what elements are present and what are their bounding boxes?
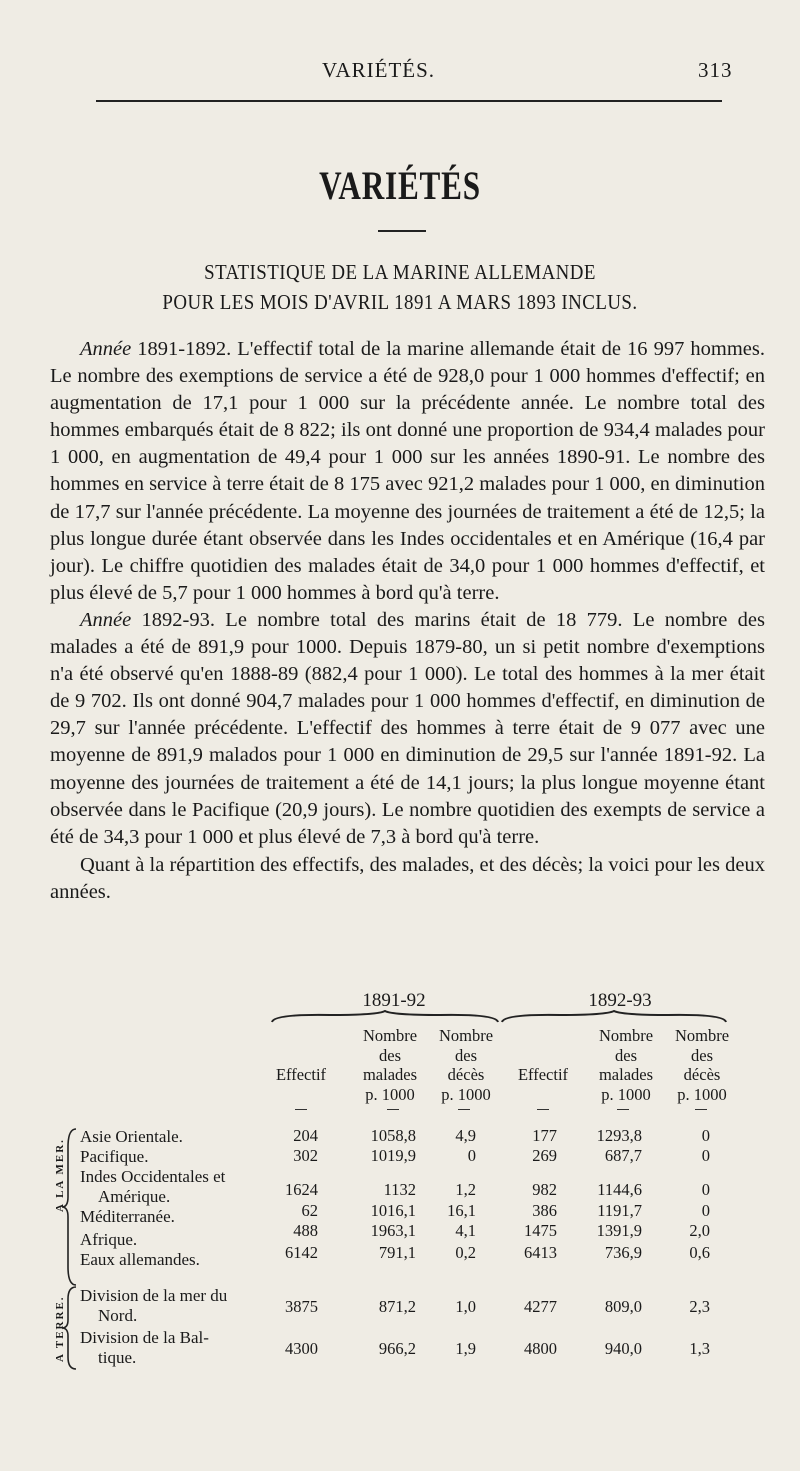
table-cell: 791,1 bbox=[378, 1243, 416, 1262]
table-cell: 809,0 bbox=[604, 1297, 642, 1316]
table-cell: 3875 bbox=[285, 1297, 318, 1316]
row-label: Eaux allemandes. bbox=[80, 1250, 200, 1269]
table-cell: 2,0 bbox=[689, 1221, 710, 1240]
col-header-line: décès bbox=[683, 1065, 721, 1084]
col-header-line: Nombre bbox=[598, 1026, 654, 1045]
table-cell: 0 bbox=[467, 1146, 476, 1165]
group-label-land: A TERRE. bbox=[54, 1295, 66, 1362]
table-cell: 0 bbox=[701, 1180, 710, 1199]
row-label: Indes Occidentales et bbox=[80, 1167, 226, 1186]
table-cell: 4800 bbox=[524, 1339, 557, 1358]
col-header-line: des bbox=[615, 1045, 637, 1065]
group-brace-sea bbox=[60, 1127, 78, 1287]
table-cell: 1391,9 bbox=[596, 1221, 642, 1240]
row-label: Nord. bbox=[98, 1306, 138, 1325]
col-header-line: p. 1000 bbox=[365, 1084, 415, 1104]
table-cell: 1016,1 bbox=[370, 1201, 416, 1220]
table-cell: 687,7 bbox=[604, 1146, 642, 1165]
table-cell: 6142 bbox=[285, 1243, 318, 1262]
paragraph-lead: Année bbox=[80, 338, 132, 360]
subtitle-line-1: STATISTIQUE DE LA MARINE ALLEMANDE bbox=[204, 260, 596, 284]
header-dash bbox=[387, 1109, 399, 1110]
table-cell: 736,9 bbox=[604, 1243, 642, 1262]
subtitle-line-2: POUR LES MOIS D'AVRIL 1891 A MARS 1893 INCLUS. bbox=[162, 290, 638, 314]
group-brace-land bbox=[60, 1285, 78, 1371]
article-title: VARIÉTÉS bbox=[319, 163, 481, 208]
table-cell: 0 bbox=[701, 1201, 710, 1220]
header-dash bbox=[537, 1109, 549, 1110]
col-header-effectif bbox=[503, 1065, 583, 1085]
table-cell: 488 bbox=[293, 1221, 318, 1240]
header-dash bbox=[695, 1109, 707, 1110]
table-cell: 269 bbox=[532, 1146, 557, 1165]
period-brace bbox=[270, 1010, 500, 1024]
period-brace bbox=[500, 1010, 728, 1024]
col-header-line: des bbox=[691, 1045, 713, 1065]
table-cell: 1963,1 bbox=[370, 1221, 416, 1240]
row-label: Pacifique. bbox=[80, 1147, 149, 1166]
col-header-deces bbox=[428, 1026, 504, 1104]
table-cell: 982 bbox=[532, 1180, 557, 1199]
row-label: Afrique. bbox=[80, 1230, 138, 1249]
table-cell: 2,3 bbox=[689, 1297, 710, 1316]
table-cell: 966,2 bbox=[378, 1339, 416, 1358]
table-cell: 1,2 bbox=[455, 1180, 476, 1199]
col-header-line: p. 1000 bbox=[441, 1084, 491, 1104]
col-header-deces bbox=[663, 1026, 741, 1104]
col-header-line: décès bbox=[447, 1065, 485, 1084]
table-cell: 1475 bbox=[524, 1221, 557, 1240]
paragraph-text: Quant à la répartition des effectifs, des malades, et des décès; la voici pour les deux années. bbox=[50, 853, 765, 903]
table-cell: 1293,8 bbox=[596, 1126, 642, 1145]
table-cell: 6413 bbox=[524, 1243, 557, 1262]
table-cell: 302 bbox=[293, 1146, 318, 1165]
table-cell: 4277 bbox=[524, 1297, 557, 1316]
table-cell: 940,0 bbox=[604, 1339, 642, 1358]
period-heading: 1892-93 bbox=[588, 990, 652, 1011]
row-label: Amérique. bbox=[98, 1187, 171, 1206]
table-cell: 4,9 bbox=[455, 1126, 476, 1145]
table-cell: 16,1 bbox=[447, 1201, 476, 1220]
period-heading: 1891-92 bbox=[362, 990, 426, 1011]
paragraph-text: 1892-93. Le nombre total des marins était de 18 779. Le nombre des malades a été de 891,9 pour 1000. Depuis 1879-80, un si petit nombre d'exemptions n'a été observé qu'en 1888-89 (882,4 pour 1 000). Le total des hommes à la mer était de 9 702. Ils ont donné 904,7 malades pour 1 000 hommes d'effectif, en diminution de 29,7 sur l'année précédente. L'effectif des hommes à terre était de 9 077 avec une moyenne de 891,9 malados pour 1 000 en diminution de 29,5 sur l'année 1891-92. La moyenne des journées de traitement a été de 14,1 jours; la plus longue moyenne étant observée dans le Pacifique (20,9 jours). Le nombre quotidien des exempts de service a été de 34,3 pour 1 000 et plus élevé de 7,3 à bord qu'à terre. bbox=[50, 608, 765, 848]
col-header-line: des bbox=[455, 1045, 477, 1065]
table-cell: 1144,6 bbox=[597, 1180, 642, 1199]
paragraph-lead: Année bbox=[80, 608, 132, 631]
row-label: Division de la Bal- bbox=[80, 1328, 209, 1347]
table-cell: 1624 bbox=[285, 1180, 318, 1199]
table-cell: 871,2 bbox=[378, 1297, 416, 1316]
table-cell: 0 bbox=[701, 1146, 710, 1165]
page-number: 313 bbox=[698, 58, 733, 82]
col-header-line: p. 1000 bbox=[601, 1084, 651, 1104]
table-cell: 386 bbox=[532, 1201, 557, 1220]
table-cell: 0,6 bbox=[689, 1243, 710, 1262]
col-header-line: Effectif bbox=[517, 1065, 569, 1084]
header-dash bbox=[295, 1109, 307, 1110]
col-header-line: malades bbox=[598, 1065, 654, 1084]
col-header-malades bbox=[585, 1026, 667, 1104]
table-cell: 177 bbox=[532, 1126, 557, 1145]
col-header-line: Effectif bbox=[275, 1065, 327, 1084]
table-cell: 0 bbox=[701, 1126, 710, 1145]
col-header-line: Nombre bbox=[438, 1026, 494, 1045]
row-label: Méditerranée. bbox=[80, 1207, 175, 1226]
table-cell: 1,0 bbox=[455, 1297, 476, 1316]
col-header-effectif bbox=[264, 1065, 338, 1085]
row-label: Asie Orientale. bbox=[80, 1127, 183, 1146]
paragraph-text: 1891-1892. L'effectif total de la marine allemande était de 16 997 hommes. Le nombre des exemptions de service a été de 928,0 pour 1 000 hommes d'effectif; en augmentation de 17,1 pour 1 000 sur la précédente année. Le nombre total des hommes embarqués était de 8 822; ils ont donné une proportion de 934,4 malades pour 1 000, en augmentation de 49,4 pour 1 000 sur les années 1890-91. Le nombre des hommes en service à terre était de 8 175 avec 921,2 malades pour 1 000, en diminution de 17,7 sur l'année précédente. La moyenne des journées de traitement a été de 12,5; la plus longue durée étant observée dans les Indes occidentales et en Amérique (16,4 par jour). Le chiffre quotidien des malades était de 34,0 pour 1 000 hommes d'effectif, et plus élevé de 5,7 pour 1 000 hommes à bord qu'à terre. bbox=[50, 338, 766, 604]
table-cell: 1058,8 bbox=[370, 1126, 416, 1145]
table-cell: 4,1 bbox=[455, 1221, 476, 1240]
table-cell: 62 bbox=[301, 1201, 318, 1220]
group-label-sea: A LA MER. bbox=[54, 1138, 66, 1212]
table-cell: 1132 bbox=[383, 1180, 416, 1199]
table-cell: 1,3 bbox=[689, 1339, 710, 1358]
header-dash bbox=[458, 1109, 470, 1110]
table-cell: 204 bbox=[293, 1126, 318, 1145]
row-label: tique. bbox=[98, 1348, 137, 1367]
col-header-line: des bbox=[379, 1045, 401, 1065]
col-header-line: malades bbox=[362, 1065, 418, 1084]
running-title: VARIÉTÉS. bbox=[322, 58, 436, 82]
col-header-line: Nombre bbox=[362, 1026, 418, 1045]
row-label: Division de la mer du bbox=[80, 1286, 228, 1305]
table-cell: 1191,7 bbox=[597, 1201, 642, 1220]
table-cell: 1,9 bbox=[455, 1339, 476, 1358]
col-header-line: p. 1000 bbox=[677, 1084, 727, 1104]
col-header-line: Nombre bbox=[674, 1026, 730, 1045]
table-cell: 4300 bbox=[285, 1339, 318, 1358]
table-cell: 1019,9 bbox=[370, 1146, 416, 1165]
table-cell: 0,2 bbox=[455, 1243, 476, 1262]
col-header-malades bbox=[350, 1026, 430, 1104]
header-dash bbox=[617, 1109, 629, 1110]
